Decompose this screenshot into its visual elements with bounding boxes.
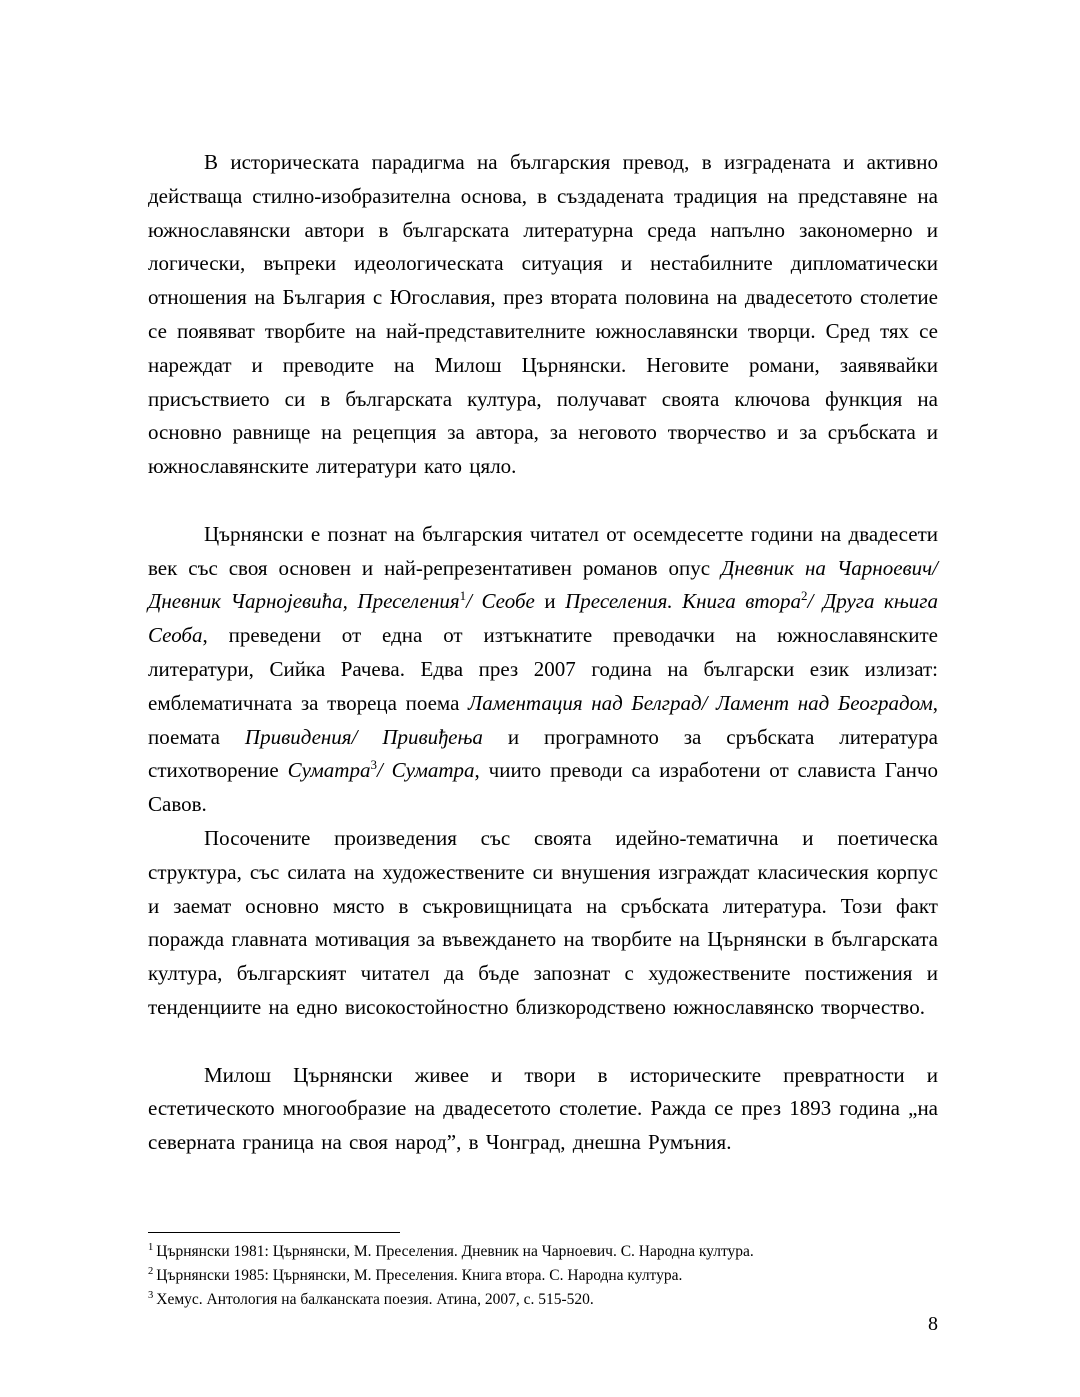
- footnotes-section: [148, 1232, 938, 1312]
- page-number: 8: [928, 1313, 938, 1335]
- footnote-text: Църнянски 1981: Църнянски, М. Преселения. Дневник на Чарноевич. С. Народна култура.: [156, 1243, 754, 1260]
- paragraph-2: Църнянски е познат на българския читател от осемдесетте години на двадесети век със своя основен и най-репрезентативен романов опус Дневник на Чарноевич/ Дневник Чарнојевића, Преселения$^1$/ Сеобе и Преселения. Книга втора$^2$/ Друга књига Сеоба, преведени от една от изтъкнатите преводачки на южнославянските литератури, Сийка Рачева. Едва през 2007 година на български език излизат: емблематичната за твореца поема Ламентация над Белград/ Ламент над Београдом, поемата Привидения/ Привиђења и програмното за сръбската литература стихотворение Суматра$^3$/ Суматра, чиито преводи са изработени от слависта Ганчо Савов.: [148, 521, 939, 817]
- footnote-text: Хемус. Антология на балканската поезия. Атина, 2007, с. 515-520.: [156, 1291, 594, 1308]
- paragraph-3: Посочените произведения със своята идейно-тематична и поетическа структура, със силата на художествените си внушения изграждат класическия корпус и заемат основно място в съкровищницата на сръбската литература. Този факт поражда главната мотивация за въвеждането на творбите на Църнянски в българската култура, българският читател да бъде запознат с художествените постижения и тенденциите на едно високостойностно близкородствено южнославянско творчество.: [148, 825, 938, 1019]
- footnote-number: 1: [148, 1241, 154, 1253]
- footnote-1: [148, 1240, 938, 1264]
- footnote-number: 2: [148, 1265, 154, 1277]
- footnote-number: 3: [148, 1289, 154, 1301]
- paragraph-1: В историческата парадигма на българския превод, в изградената и активно действаща стилно-изобразителна основа, в създадената традиция на представяне на южнославянски автори в българската литературна среда напълно закономерно и логически, въпреки идеологическата ситуация и нестабилните дипломатически отношения на България с Югославия, през втората половина на двадесетото столетие се появяват творбите на най-представителните южнославянски творци. Сред тях се нареждат и преводите на Милош Църнянски. Неговите романи, заявявайки присъствието си в българската култура, получават своята ключова функция на основно равнище на рецепция за автора, за неговото творчество и за сръбската и южнославянските литератури като цяло.: [148, 150, 938, 479]
- footnote-2: [148, 1264, 938, 1288]
- footnote-separator: [148, 1232, 400, 1233]
- body-text: [148, 146, 938, 1160]
- paragraph-4: Милош Църнянски живее и твори в историческите превратности и естетическото многообразие на двадесетото столетие. Ражда се през 1893 година „на северната граница на своя народ”, в Чонград, днешна Румъния.: [148, 1062, 938, 1155]
- footnote-3: [148, 1288, 938, 1312]
- footnote-text: Църнянски 1985: Църнянски, М. Преселения. Книга втора. С. Народна култура.: [156, 1267, 683, 1284]
